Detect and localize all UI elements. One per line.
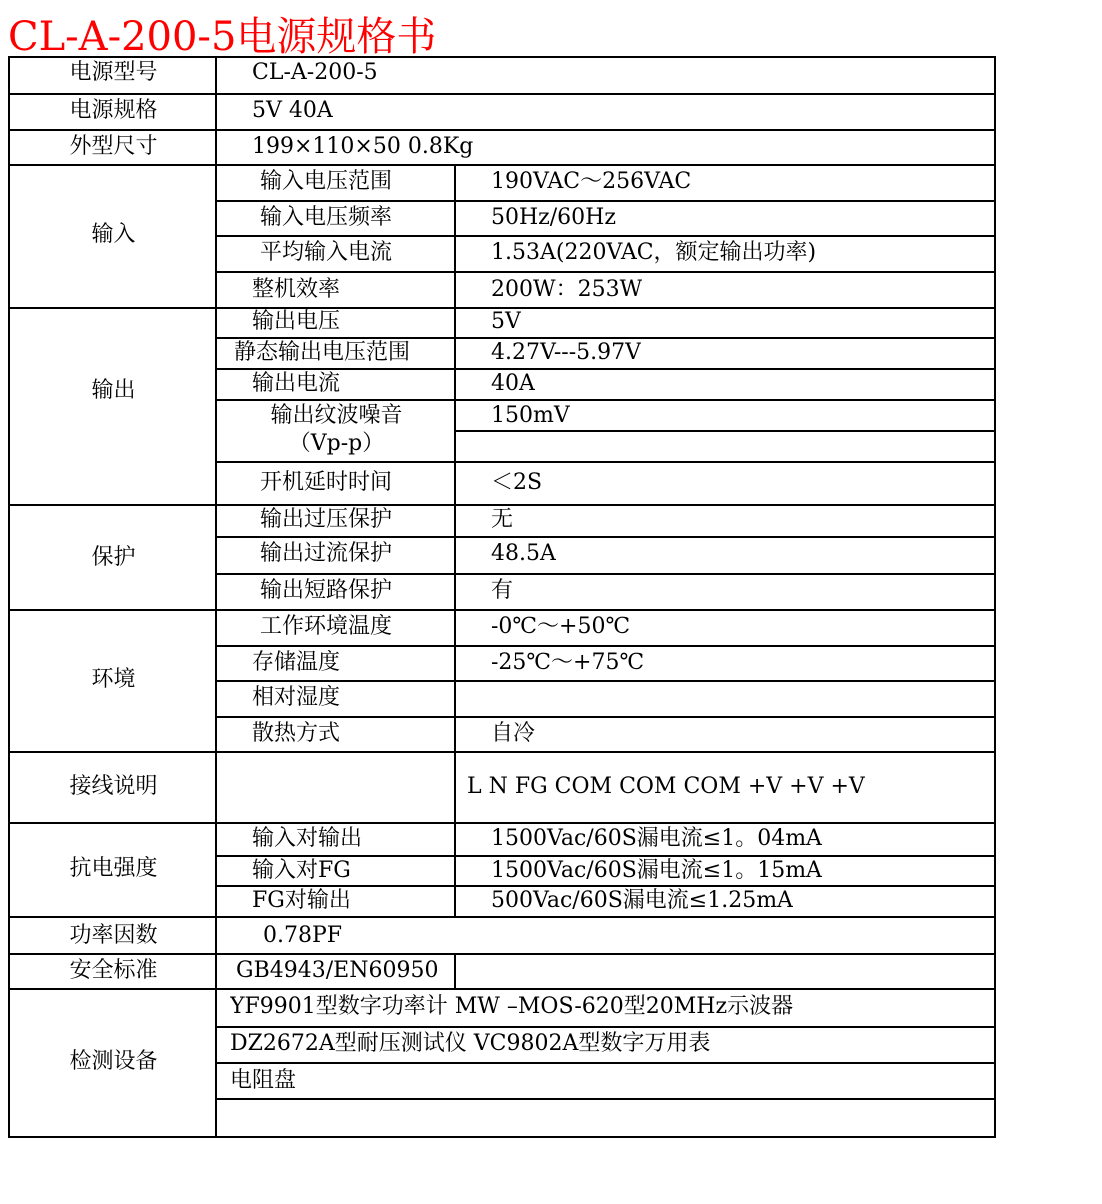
test-equipment-line-1: YF9901型数字功率计 MW –MOS-620型20MHz示波器 [230,994,794,1019]
safety-standard-label: 安全标准 [69,958,158,983]
output-voltage-name: 输出电压 [252,309,341,334]
input-voltage-range-name: 输入电压范围 [260,169,393,194]
storage-temp-name: 存储温度 [252,650,341,675]
environment-group-label: 环境 [91,667,136,692]
size-value: 199×110×50 0.8Kg [252,134,474,159]
test-equipment-line-3: 电阻盘 [230,1068,297,1093]
efficiency-value: 200W：253W [491,277,643,302]
power-factor-value: 0.78PF [263,923,343,948]
test-equipment-line-2: DZ2672A型耐压测试仪 VC9802A型数字万用表 [230,1031,711,1056]
output-group-label: 输出 [91,378,136,403]
startup-delay-name: 开机延时时间 [260,470,393,495]
input-to-output-value: 1500Vac/60S漏电流≤1。04mA [491,826,822,851]
hipot-group-label: 抗电强度 [69,856,158,881]
safety-standard-value: GB4943/EN60950 [236,958,439,983]
test-equipment-label: 检测设备 [69,1049,158,1074]
ripple-noise-value: 150mV [491,403,570,428]
input-to-fg-name: 输入对FG [252,858,351,883]
storage-temp-value: -25℃～+75℃ [491,650,645,675]
wiring-value: L N FG COM COM COM +V +V +V [467,774,865,799]
static-voltage-range-name: 静态输出电压范围 [234,340,411,365]
input-current-name: 平均输入电流 [260,240,393,265]
wiring-label: 接线说明 [69,774,158,799]
input-to-output-name: 输入对输出 [252,826,363,851]
overvoltage-protection-value: 无 [491,507,514,532]
cooling-method-name: 散热方式 [252,721,341,746]
short-circuit-protection-value: 有 [491,578,514,603]
humidity-name: 相对湿度 [252,685,341,710]
document-title: CL-A-200-5电源规格书 [8,14,437,60]
input-frequency-name: 输入电压频率 [260,205,393,230]
power-factor-label: 功率因数 [69,923,158,948]
input-voltage-range-value: 190VAC～256VAC [491,169,692,194]
overcurrent-protection-value: 48.5A [491,541,556,566]
size-label: 外型尺寸 [69,134,158,159]
static-voltage-range-value: 4.27V---5.97V [491,340,642,365]
efficiency-name: 整机效率 [252,277,341,302]
model-label: 电源型号 [69,60,158,85]
ripple-noise-name-line2: （Vp-p） [288,431,385,456]
spec-label: 电源规格 [69,98,158,123]
operating-temp-value: -0℃～+50℃ [491,614,631,639]
spec-table [8,56,996,1138]
ripple-noise-name-line1: 输出纹波噪音 [270,403,403,428]
protection-group-label: 保护 [91,545,136,570]
input-current-value: 1.53A(220VAC，额定输出功率) [491,240,817,265]
operating-temp-name: 工作环境温度 [260,614,393,639]
overvoltage-protection-name: 输出过压保护 [260,507,393,532]
fg-to-output-value: 500Vac/60S漏电流≤1.25mA [491,888,793,913]
input-to-fg-value: 1500Vac/60S漏电流≤1。15mA [491,858,822,883]
output-current-name: 输出电流 [252,371,341,396]
model-value: CL-A-200-5 [252,60,378,85]
output-current-value: 40A [491,371,535,396]
input-group-label: 输入 [91,222,136,247]
short-circuit-protection-name: 输出短路保护 [260,578,393,603]
startup-delay-value: ＜2S [491,470,543,495]
output-voltage-value: 5V [491,309,521,334]
fg-to-output-name: FG对输出 [252,888,351,913]
input-frequency-value: 50Hz/60Hz [491,205,616,230]
cooling-method-value: 自冷 [491,721,536,746]
ripple-noise-name [217,402,456,458]
overcurrent-protection-name: 输出过流保护 [260,541,393,566]
spec-value: 5V 40A [252,98,333,123]
